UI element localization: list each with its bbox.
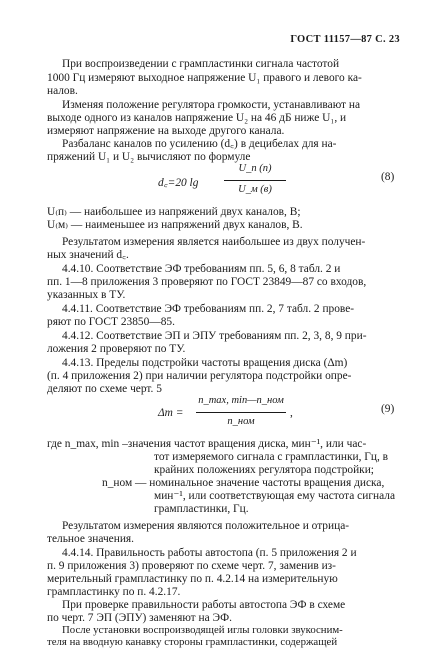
text-line: 4.4.12. Соответствие ЭП и ЭПУ требованиям пп. 2, 3, 8, 9 при-	[62, 330, 367, 342]
text-line: теля на вводную канавку стороны грампластинки, содержащей	[47, 636, 338, 648]
text-line: пп. 1—8 приложения 3 проверяют по ГОСТ 23849—87 со входов,	[47, 276, 367, 288]
fraction-bar	[224, 180, 286, 181]
formula-8-lhs: d꜀=20 lg	[158, 177, 199, 189]
text-line: После установки воспроизводящей иглы головки звукосним-	[62, 624, 343, 636]
fraction-bar	[196, 412, 286, 413]
where-line: мин⁻¹, или соответствующая ему частота сигнала	[154, 490, 395, 502]
text-line: выходе одного из каналов напряжение U₂ на 46 дБ ниже U₁, и	[47, 112, 347, 124]
text-line: Изменяя положение регулятора громкости, устанавливают на	[62, 99, 361, 111]
text-line: При воспроизведении с грампластинки сигнала частотой	[62, 58, 340, 70]
formula-9-number: (9)	[381, 403, 395, 415]
text-line: Результатом измерения являются положительное и отрица-	[62, 520, 350, 532]
text-line: тельное значения.	[47, 533, 135, 545]
text-line: (п. 4 приложения 2) при наличии регулятора подстройки опре-	[47, 370, 352, 382]
formula-9-suffix: ,	[290, 407, 293, 419]
where-line: тот измеряемого сигнала с грампластинки, Гц, в	[154, 451, 389, 463]
text-line: мерительный грампластинку по п. 4.2.14 на измерительную	[47, 573, 338, 585]
definition-line: U₍м₎ — наименьшее из напряжений двух каналов, В.	[47, 219, 303, 231]
text-line: 4.4.13. Пределы подстройки частоты вращения диска (Δm)	[62, 357, 348, 369]
formula-8-denominator: U_м (в)	[238, 184, 272, 195]
text-line: грампластинку по п. 4.2.17.	[47, 586, 181, 598]
text-line: налов.	[47, 85, 78, 97]
formula-8-numerator: U_п (п)	[238, 163, 272, 174]
where-line: где n_max, min –значения частот вращения диска, мин⁻¹, или час-	[47, 438, 367, 450]
text-line: деляют по схеме черт. 5	[47, 383, 162, 395]
text-line: по черт. 7 ЭП (ЭПУ) заменяют на ЭФ.	[47, 612, 232, 624]
page-header: ГОСТ 11157—87 С. 23	[290, 34, 400, 45]
where-line: грампластинки, Гц.	[154, 503, 249, 515]
text-line: п. 9 приложения 3) проверяют по схеме черт. 7, заменив из-	[47, 560, 336, 572]
formula-9-numerator: n_max, min—n_ном	[198, 395, 284, 406]
text-line: При проверке правильности работы автостопа ЭФ в схеме	[62, 599, 346, 611]
text-line: 4.4.10. Соответствие ЭФ требованиям пп. 5, 6, 8 табл. 2 и	[62, 263, 341, 275]
text-line: 4.4.14. Правильность работы автостопа (п. 5 приложения 2 и	[62, 547, 357, 559]
text-line: указанных в ТУ.	[47, 289, 126, 301]
formula-9-lhs: Δm =	[158, 407, 184, 419]
text-line: Разбаланс каналов по усилению (d꜀) в децибелах для на-	[62, 138, 337, 150]
text-line: 1000 Гц измеряют выходное напряжение U₁ правого и левого ка-	[47, 72, 362, 84]
formula-9-denominator: n_ном	[227, 416, 255, 427]
text-line: пряжений U₁ и U₂ вычисляют по формуле	[47, 151, 251, 163]
text-line: 4.4.11. Соответствие ЭФ требованиям пп. 2, 7 табл. 2 прове-	[62, 303, 355, 315]
definition-line: U₍п₎ — наибольшее из напряжений двух каналов, В;	[47, 206, 301, 218]
text-line: измеряют напряжение на выходе другого канала.	[47, 125, 285, 137]
text-line: ложения 2 проверяют по ТУ.	[47, 343, 186, 355]
text-line: ряют по ГОСТ 23850—85.	[47, 316, 175, 328]
where-line: крайних положениях регулятора подстройки;	[154, 464, 374, 476]
where-line: n_ном — номинальное значение частоты вращения диска,	[102, 477, 385, 489]
formula-8-number: (8)	[381, 171, 395, 183]
text-line: Результатом измерения является наибольшее из двух получен-	[62, 236, 366, 248]
text-line: ных значений d꜀.	[47, 249, 129, 261]
